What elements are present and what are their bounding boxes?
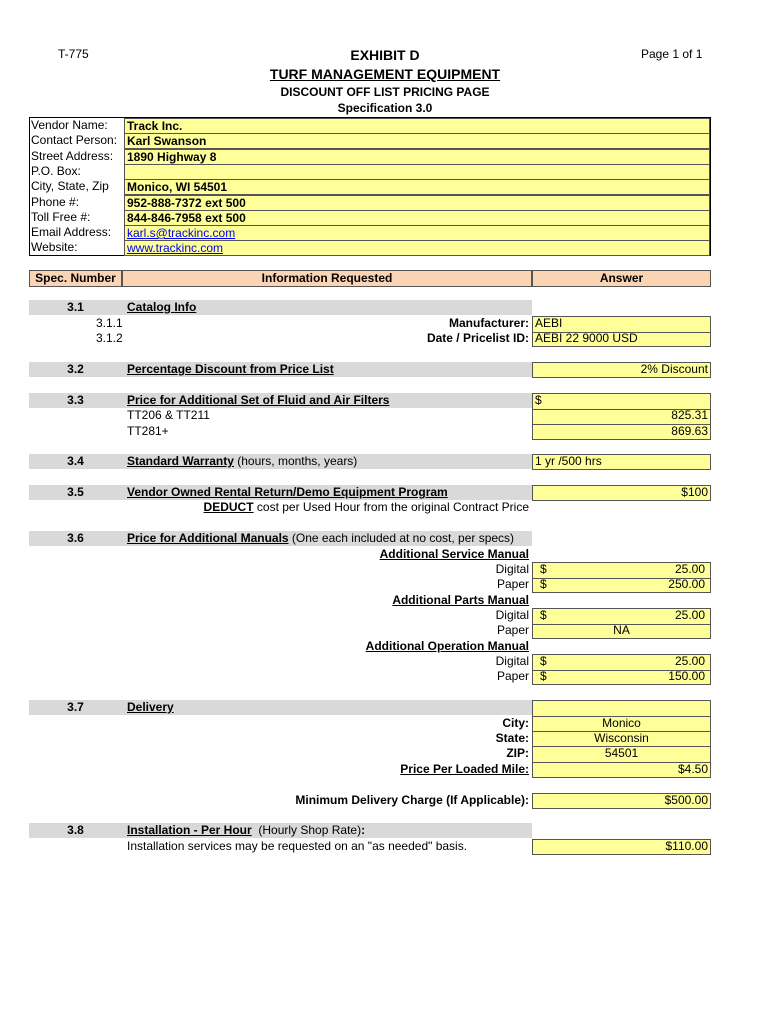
spec-number-3-7: 3.7: [67, 700, 84, 714]
parts-digital-price[interactable]: 25.00: [674, 608, 705, 622]
parts-paper-label: Paper: [496, 623, 529, 637]
page-subtitle: DISCOUNT OFF LIST PRICING PAGE: [280, 85, 490, 99]
price-per-mile-label: Price Per Loaded Mile:: [400, 762, 529, 776]
parts-manual-heading: Additional Parts Manual: [392, 593, 529, 607]
contact-person-field[interactable]: [124, 133, 710, 149]
website-field[interactable]: [124, 240, 710, 256]
po-box-field[interactable]: [124, 164, 710, 180]
manuals-note: (One each included at no cost, per specs): [291, 531, 515, 545]
catalog-info-title: Catalog Info: [127, 300, 197, 314]
parts-paper-price[interactable]: NA: [613, 623, 630, 637]
deduct-label: DEDUCT: [203, 500, 254, 514]
website-label: Website:: [31, 240, 78, 254]
answer-header: Answer: [599, 271, 644, 285]
operation-paper-label: Paper: [496, 669, 529, 683]
spec-number-header: Spec. Number: [35, 271, 116, 285]
spec-number-3-1-2: 3.1.2: [96, 331, 123, 345]
filter-item-2: TT281+: [127, 424, 169, 438]
state-label: State:: [495, 731, 529, 745]
warranty-note: (hours, months, years): [237, 454, 358, 468]
discount-value[interactable]: 2% Discount: [640, 362, 708, 376]
toll-free-label: Toll Free #:: [31, 210, 91, 224]
city-state-zip-value: Monico, WI 54501: [127, 180, 228, 194]
street-address-field[interactable]: [124, 149, 710, 165]
toll-free-field[interactable]: [124, 210, 710, 226]
city-label: City:: [502, 716, 529, 730]
installation-row: [127, 823, 365, 838]
operation-paper-price[interactable]: 150.00: [668, 669, 705, 683]
spec-number-3-4: 3.4: [67, 454, 84, 468]
email-address-field[interactable]: [124, 225, 710, 241]
phone-label: Phone #:: [31, 195, 80, 209]
po-box-label: P.O. Box:: [31, 164, 81, 178]
spec-number-3-1: 3.1: [67, 300, 84, 314]
service-paper-label: Paper: [496, 577, 529, 591]
contact-person-value: Karl Swanson: [127, 134, 207, 148]
warranty-row: [127, 454, 357, 469]
city-state-zip-label: City, State, Zip: [31, 179, 109, 193]
warranty-value[interactable]: 1 yr /500 hrs: [535, 454, 602, 468]
fluid-air-filters-title: Price for Additional Set of Fluid and Air Filters: [127, 393, 390, 407]
spec-number-3-8: 3.8: [67, 823, 84, 837]
service-digital-label: Digital: [495, 562, 529, 576]
information-requested-header: Information Requested: [261, 271, 393, 285]
filter-item-1: TT206 & TT211: [127, 408, 210, 422]
spec-number-3-2: 3.2: [67, 362, 84, 376]
service-digital-price[interactable]: 25.00: [674, 562, 705, 576]
email-address-value[interactable]: karl.s@trackinc.com: [127, 226, 236, 240]
spec-number-3-1-1: 3.1.1: [96, 316, 123, 330]
service-paper-price[interactable]: 250.00: [668, 577, 705, 591]
vendor-name-value: Track Inc.: [127, 119, 183, 133]
manufacturer-value[interactable]: AEBI: [535, 316, 563, 330]
manuals-row: [127, 531, 514, 546]
toll-free-value: 844-846-7958 ext 500: [127, 211, 246, 225]
percentage-discount-title: Percentage Discount from Price List: [127, 362, 334, 376]
street-address-value: 1890 Highway 8: [127, 150, 217, 164]
installation-colon: :: [361, 823, 366, 837]
vendor-name-field[interactable]: [124, 118, 710, 134]
operation-manual-heading: Additional Operation Manual: [365, 639, 529, 653]
service-manual-heading: Additional Service Manual: [379, 547, 529, 561]
phone-field[interactable]: [124, 195, 710, 211]
form-number: T-775: [58, 47, 89, 61]
street-address-label: Street Address:: [31, 149, 114, 163]
operation-digital-currency: $: [540, 654, 547, 668]
rental-return-title: Vendor Owned Rental Return/Demo Equipment Program: [127, 485, 448, 499]
page-number: Page 1 of 1: [641, 47, 703, 61]
filter-price-2[interactable]: 869.63: [671, 424, 708, 438]
operation-digital-label: Digital: [495, 654, 529, 668]
installation-title: Installation - Per Hour: [127, 823, 252, 837]
delivery-state[interactable]: Wisconsin: [594, 731, 649, 745]
parts-digital-currency: $: [540, 608, 547, 622]
website-value[interactable]: www.trackinc.com: [127, 241, 224, 255]
operation-digital-price[interactable]: 25.00: [674, 654, 705, 668]
delivery-title: Delivery: [127, 700, 174, 714]
installation-value[interactable]: $110.00: [665, 839, 708, 853]
rental-value[interactable]: $100: [681, 485, 708, 499]
deduct-row: [140, 500, 529, 515]
spec-number-3-5: 3.5: [67, 485, 84, 499]
contact-person-label: Contact Person:: [31, 133, 118, 147]
phone-value: 952-888-7372 ext 500: [127, 196, 246, 210]
delivery-city[interactable]: Monico: [602, 716, 641, 730]
manuals-title: Price for Additional Manuals: [127, 531, 289, 545]
exhibit-title: EXHIBIT D: [350, 47, 420, 63]
page-title: TURF MANAGEMENT EQUIPMENT: [269, 66, 501, 82]
parts-digital-label: Digital: [495, 608, 529, 622]
warranty-title: Standard Warranty: [127, 454, 234, 468]
operation-paper-currency: $: [540, 669, 547, 683]
delivery-zip[interactable]: 54501: [604, 746, 639, 760]
pricelist-id-label: Date / Pricelist ID:: [426, 331, 529, 345]
minimum-delivery-value[interactable]: $500.00: [664, 793, 708, 807]
price-per-mile-value[interactable]: $4.50: [677, 762, 708, 776]
installation-note: (Hourly Shop Rate): [258, 823, 362, 837]
service-paper-currency: $: [540, 577, 547, 591]
service-digital-currency: $: [540, 562, 547, 576]
installation-description: Installation services may be requested on an "as needed" basis.: [127, 839, 468, 853]
pricelist-id-value[interactable]: AEBI 22 9000 USD: [535, 331, 638, 345]
spec-number-3-3: 3.3: [67, 393, 84, 407]
vendor-name-label: Vendor Name:: [31, 118, 108, 132]
manufacturer-label: Manufacturer:: [448, 316, 529, 330]
email-address-label: Email Address:: [31, 225, 112, 239]
filters-currency: $: [535, 393, 542, 407]
city-state-zip-field[interactable]: [124, 179, 710, 195]
zip-label: ZIP:: [506, 746, 529, 760]
minimum-delivery-label: Minimum Delivery Charge (If Applicable):: [295, 793, 529, 807]
specification-label: Specification 3.0: [337, 101, 433, 115]
spec-number-3-6: 3.6: [67, 531, 84, 545]
filter-price-1[interactable]: 825.31: [671, 408, 708, 422]
deduct-text: cost per Used Hour from the original Contract Price: [256, 500, 529, 514]
